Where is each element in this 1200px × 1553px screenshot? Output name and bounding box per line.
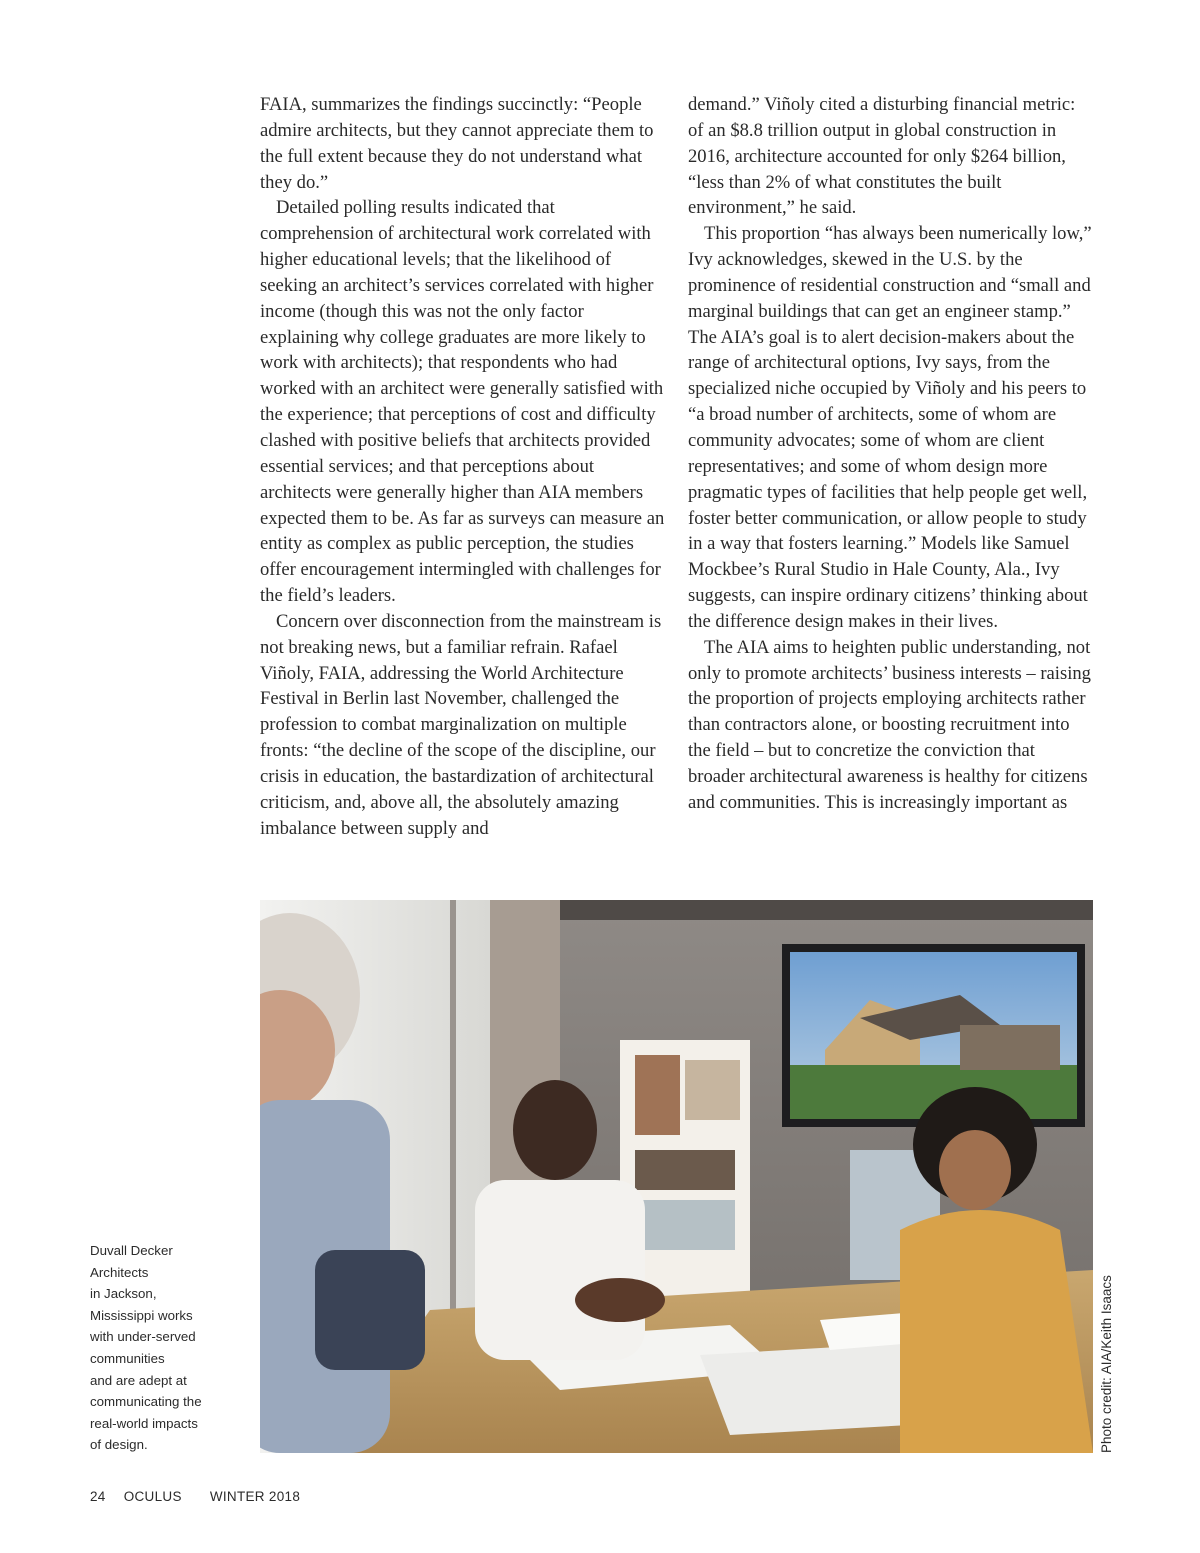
issue-date: WINTER 2018 [209,1489,301,1504]
paragraph: Detailed polling results indicated that comprehension of architectural work correlated with higher educational levels; that the likelihood of seeking an architect’s services correlated with higher income (though this was not the only factor explaining why college graduates are more likely to work with architects); that respondents who had worked with an architect were generally satisfied with the experience; that perceptions of cost and difficulty clashed with positive beliefs that architects provided essential services; and that perceptions about architects were generally higher than AIA members expected them to be. As far as surveys can measure an entity as complex as public perception, the studies offer encouragement intermingled with challenges for the field’s leaders. [260,197,665,607]
article-column-right [688,92,1093,816]
caption-line: Duvall Decker [90,1243,173,1258]
caption-line: communities [90,1350,165,1366]
photo-credit: Photo credit: AIA/Keith Isaacs [1099,1275,1114,1453]
magazine-name: OCULUS [123,1489,182,1504]
paragraph: The AIA aims to heighten public understanding, not only to promote architects’ business interests – raising the proportion of projects employing architects rather than contractors alone, or boosting recruitment into the field – but to concretize the conviction that broader architectural awareness is healthy for citizens and communities. This is increasingly important as [688,636,1091,813]
page-footer [90,1489,300,1504]
article-column-left [260,92,665,841]
caption-line: with under-served [90,1329,196,1345]
caption-line: real-world impacts [90,1415,198,1431]
caption-line: of design. [90,1437,148,1453]
caption-line: in Jackson, [90,1286,157,1302]
caption-line: Mississippi works [90,1307,193,1323]
photo-caption [90,1240,240,1456]
meeting-photo [260,900,1093,1453]
page-number: 24 [90,1489,106,1504]
paragraph: FAIA, summarizes the findings succinctly: “People admire architects, but they cannot appreciate them to the full extent because they do not understand what they do.” [260,94,654,193]
caption-line: Architects [90,1264,149,1280]
caption-line: and are adept at [90,1372,187,1388]
person-center [513,1080,597,1180]
paragraph: This proportion “has always been numerically low,” Ivy acknowledges, skewed in the U.S. by the prominence of residential construction and “small and marginal buildings that can get an engineer stamp.” The AIA’s goal is to alert decision-makers about the range of architectural options, Ivy says, from the specialized niche occupied by Viñoly and his peers to “a broad number of architects, some of whom are community advocates; some of whom are client representatives; and some of whom design more pragmatic types of facilities that help people get well, foster better communication, or allow people to study in a way that fosters learning.” Models like Samuel Mockbee’s Rural Studio in Hale County, Ala., Ivy suggests, can inspire ordinary citizens’ thinking about the difference design makes in their lives. [688,223,1092,632]
caption-line: communicating the [90,1394,202,1410]
paragraph: demand.” Viñoly cited a disturbing financial metric: of an $8.8 trillion output in global construction in 2016, architecture accounted for only $264 billion, “less than 2% of what constitutes the built environment,” he said. [688,94,1076,219]
paragraph: Concern over disconnection from the mainstream is not breaking news, but a familiar refrain. Rafael Viñoly, FAIA, addressing the World Architecture Festival in Berlin last November, challenged the profession to combat marginalization on multiple fronts: “the decline of the scope of the discipline, our crisis in education, the bastardization of architectural criticism, and, above all, the absolutely amazing imbalance between supply and [260,610,662,839]
